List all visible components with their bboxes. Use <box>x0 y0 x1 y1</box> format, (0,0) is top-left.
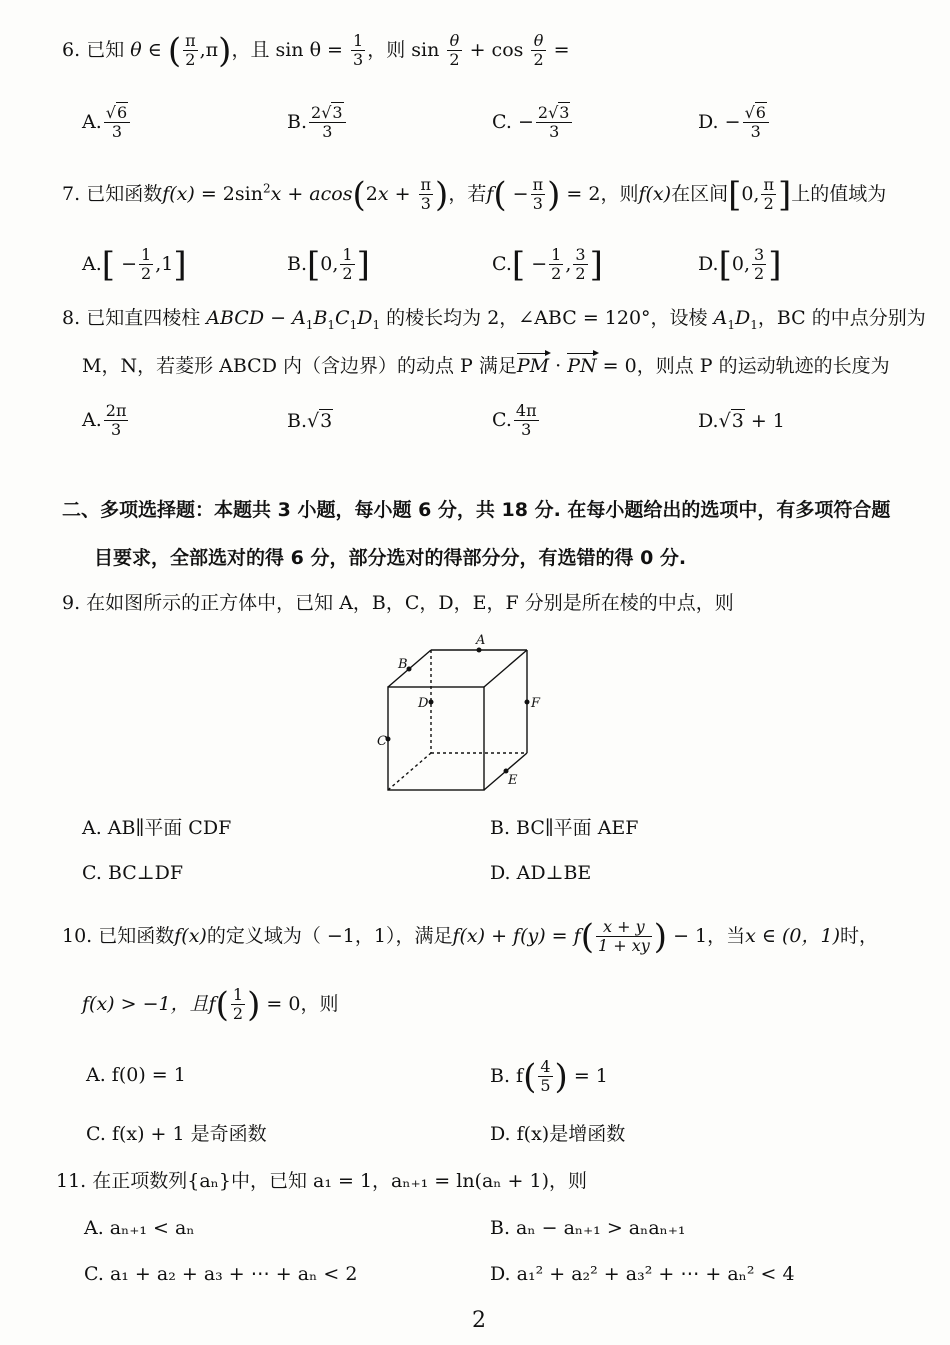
label-f: F <box>531 696 541 711</box>
cube-figure <box>378 632 548 802</box>
q6-option-b[interactable]: B. $\frac{2√3}{3}$ <box>287 104 348 142</box>
q8-option-c[interactable]: C. $\frac{4\pi}{3}$ <box>492 401 537 440</box>
q11-option-b[interactable]: B. aₙ − aₙ₊₁ > aₙaₙ₊₁ <box>490 1217 686 1239</box>
label-d: D <box>418 696 429 711</box>
q6-option-d[interactable]: D. − $\frac{√6}{3}$ <box>698 104 771 142</box>
cube-front-face <box>388 687 484 790</box>
cube-top-right-edge <box>484 650 527 687</box>
q11-option-d[interactable]: D. a₁² + a₂² + a₃² + ⋯ + aₙ² < 4 <box>490 1263 795 1285</box>
q6-stem: 6. 已知 θ ∈ ( $\frac{\pi}{2}$ ,π)，且 sin θ = $\frac{1}{3}$ ，则 sin $\frac{\theta}{2}$ + cos $\frac{\theta}{2}$ = <box>62 30 570 71</box>
q8-number: 8. <box>62 307 81 329</box>
q9-option-a[interactable]: A. AB∥平面 CDF <box>82 817 232 839</box>
point-a <box>477 648 482 653</box>
q6-option-a[interactable]: A. $\frac{√6}{3}$ <box>82 104 132 142</box>
q7-option-c[interactable]: C.[ − $\frac{1}{2}$ , $\frac{3}{2}$ ] <box>492 244 603 285</box>
cube-hidden-diagonal-edge <box>388 753 431 790</box>
label-a: A <box>476 633 486 648</box>
q10-option-d[interactable]: D. f(x)是增函数 <box>490 1123 626 1145</box>
q10-line-2: f(x) > −1，且f( $\frac{1}{2}$ ) = 0，则 <box>82 984 339 1025</box>
q10-option-a[interactable]: A. f(0) = 1 <box>86 1064 186 1086</box>
q9-option-b[interactable]: B. BC∥平面 AEF <box>490 817 639 839</box>
q9-stem: 9. 在如图所示的正方体中，已知 A，B，C，D，E，F 分别是所在棱的中点，则 <box>62 592 734 614</box>
label-c: C <box>377 734 387 749</box>
q6-number: 6. <box>62 38 81 61</box>
q8-line-2: M，N，若菱形 ABCD 内（含边界）的动点 P 满足PM · PN = 0，则点 P 的运动轨迹的长度为 <box>82 355 890 377</box>
q9-option-c[interactable]: C. BC⊥DF <box>82 862 184 884</box>
q10-option-c[interactable]: C. f(x) + 1 是奇函数 <box>86 1123 267 1145</box>
q9-option-d[interactable]: D. AD⊥BE <box>490 862 592 884</box>
q8-line-1: 8. 已知直四棱柱 ABCD − $A_1B_1C_1D_1$ 的棱长均为 2，∠ABC = 120°，设棱 $A_1D_1$，BC 的中点分别为 <box>62 307 926 332</box>
q11-stem: 11. 在正项数列{aₙ}中，已知 a₁ = 1，aₙ₊₁ = ln(aₙ + 1)，则 <box>56 1170 588 1192</box>
q10-stem: 10. 已知函数f(x)的定义域为（ −1，1），满足f(x) + f(y) = f( $\frac{x + y}{1 + xy}$ ) − 1，当x ∈ (0，1)时， <box>62 916 879 957</box>
q6-option-c[interactable]: C. − $\frac{2√3}{3}$ <box>492 104 574 142</box>
q8-option-b[interactable]: B.√3 <box>287 410 333 432</box>
section-2-instructions: 目要求，全部选对的得 6 分，部分选对的得部分分，有选错的得 0 分. <box>94 547 687 569</box>
label-e: E <box>508 773 518 788</box>
vector-pm: PM <box>516 355 550 377</box>
point-f <box>525 700 530 705</box>
q7-option-d[interactable]: D.[0, $\frac{3}{2}$ ] <box>698 244 782 285</box>
q8-option-d[interactable]: D.√3 + 1 <box>698 410 785 432</box>
q7-option-b[interactable]: B.[0, $\frac{1}{2}$ ] <box>287 244 370 285</box>
q7-option-a[interactable]: A.[ − $\frac{1}{2}$ ,1] <box>82 244 187 285</box>
page-number: 2 <box>472 1308 486 1333</box>
q7-number: 7. <box>62 182 81 205</box>
q11-option-c[interactable]: C. a₁ + a₂ + a₃ + ⋯ + aₙ < 2 <box>84 1263 358 1285</box>
section-2-heading: 二、多项选择题：本题共 3 小题，每小题 6 分，共 18 分. 在每小题给出的选项中，有多项符合题 <box>62 499 891 521</box>
q11-option-a[interactable]: A. aₙ₊₁ < aₙ <box>84 1217 195 1239</box>
q7-stem: 7. 已知函数$f(x) = 2\sin^2x + acos(2x$ + $\frac{\pi}{3}$ )，若f( − $\frac{\pi}{3}$ ) = 2，则f(x)在区间[0, $\frac{\pi}{2}$ ]上的值域为 <box>62 174 887 215</box>
q8-option-a[interactable]: A. $\frac{2\pi}{3}$ <box>82 401 127 440</box>
label-b: B <box>398 657 408 672</box>
point-d <box>429 700 434 705</box>
vector-pn: PN <box>567 355 597 377</box>
q10-option-b[interactable]: B. f( $\frac{4}{5}$ ) = 1 <box>490 1056 608 1097</box>
